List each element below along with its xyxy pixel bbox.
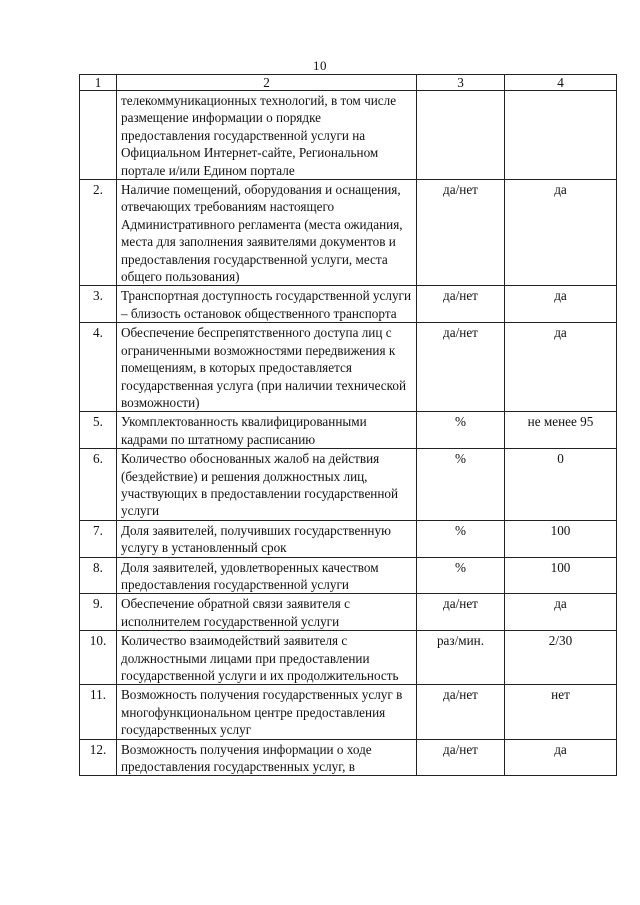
unit-cell: раз/мин. bbox=[417, 631, 505, 685]
normative-value-cell: 0 bbox=[505, 449, 617, 521]
normative-value-cell: нет bbox=[505, 685, 617, 739]
table-row bbox=[80, 91, 617, 180]
normative-value-cell: не менее 95 bbox=[505, 412, 617, 449]
unit-cell: да/нет bbox=[417, 594, 505, 631]
indicator-text-cell: Обеспечение обратной связи заявителя с исполнителем государственной услуги bbox=[117, 594, 417, 631]
normative-value-cell bbox=[505, 91, 617, 180]
row-number-cell: 10. bbox=[80, 631, 117, 685]
indicator-text-cell: Наличие помещений, оборудования и оснащения, отвечающих требованиям настоящего Административного регламента (места ожидания, места для заполнения заявителями документов и предоставления государственной услуги, места общего пользования) bbox=[117, 180, 417, 286]
table-row bbox=[80, 557, 617, 594]
table-row bbox=[80, 739, 617, 776]
indicator-text-cell: Возможность получения информации о ходе предоставления государственных услуг, в bbox=[117, 739, 417, 776]
unit-cell: да/нет bbox=[417, 685, 505, 739]
table-row bbox=[80, 180, 617, 286]
unit-cell: да/нет bbox=[417, 323, 505, 412]
row-number-cell: 5. bbox=[80, 412, 117, 449]
normative-value-cell: 2/30 bbox=[505, 631, 617, 685]
table-row bbox=[80, 685, 617, 739]
column-header-2: 2 bbox=[117, 75, 417, 91]
row-number-cell: 3. bbox=[80, 286, 117, 323]
row-number-cell: 8. bbox=[80, 557, 117, 594]
table-header-row bbox=[80, 75, 617, 91]
table-body bbox=[80, 91, 617, 776]
indicator-text-cell: телекоммуникационных технологий, в том числе размещение информации о порядке предоставления государственной услуги на Официальном Интернет-сайте, Региональном портале и/или Едином портале bbox=[117, 91, 417, 180]
table-row bbox=[80, 594, 617, 631]
indicator-text-cell: Транспортная доступность государственной услуги – близость остановок общественного транспорта bbox=[117, 286, 417, 323]
unit-cell: % bbox=[417, 449, 505, 521]
unit-cell: % bbox=[417, 520, 505, 557]
normative-value-cell: да bbox=[505, 739, 617, 776]
unit-cell: да/нет bbox=[417, 286, 505, 323]
row-number-cell: 6. bbox=[80, 449, 117, 521]
quality-indicators-table bbox=[79, 74, 617, 776]
row-number-cell: 4. bbox=[80, 323, 117, 412]
column-header-1: 1 bbox=[80, 75, 117, 91]
row-number-cell bbox=[80, 91, 117, 180]
table-row bbox=[80, 631, 617, 685]
indicator-text-cell: Количество взаимодействий заявителя с должностными лицами при предоставлении государственной услуги и их продолжительность bbox=[117, 631, 417, 685]
table-row bbox=[80, 520, 617, 557]
table-row bbox=[80, 412, 617, 449]
indicator-text-cell: Доля заявителей, удовлетворенных качеством предоставления государственной услуги bbox=[117, 557, 417, 594]
unit-cell: % bbox=[417, 557, 505, 594]
indicator-text-cell: Количество обоснованных жалоб на действия (бездействие) и решения должностных лиц, участвующих в предоставлении государственной услуги bbox=[117, 449, 417, 521]
unit-cell bbox=[417, 91, 505, 180]
indicator-text-cell: Доля заявителей, получивших государственную услугу в установленный срок bbox=[117, 520, 417, 557]
row-number-cell: 11. bbox=[80, 685, 117, 739]
indicator-text-cell: Укомплектованность квалифицированными кадрами по штатному расписанию bbox=[117, 412, 417, 449]
unit-cell: да/нет bbox=[417, 180, 505, 286]
table-row bbox=[80, 286, 617, 323]
row-number-cell: 7. bbox=[80, 520, 117, 557]
normative-value-cell: да bbox=[505, 594, 617, 631]
column-header-4: 4 bbox=[505, 75, 617, 91]
page-number: 10 bbox=[313, 58, 327, 73]
normative-value-cell: 100 bbox=[505, 520, 617, 557]
row-number-cell: 2. bbox=[80, 180, 117, 286]
row-number-cell: 9. bbox=[80, 594, 117, 631]
column-header-3: 3 bbox=[417, 75, 505, 91]
indicator-text-cell: Возможность получения государственных услуг в многофункциональном центре предоставления государственных услуг bbox=[117, 685, 417, 739]
unit-cell: да/нет bbox=[417, 739, 505, 776]
row-number-cell: 12. bbox=[80, 739, 117, 776]
normative-value-cell: 100 bbox=[505, 557, 617, 594]
table-row bbox=[80, 449, 617, 521]
normative-value-cell: да bbox=[505, 286, 617, 323]
unit-cell: % bbox=[417, 412, 505, 449]
normative-value-cell: да bbox=[505, 180, 617, 286]
table-row bbox=[80, 323, 617, 412]
indicator-text-cell: Обеспечение беспрепятственного доступа лиц с ограниченными возможностями передвижения к помещениям, в которых предоставляется государственная услуга (при наличии технической возможности) bbox=[117, 323, 417, 412]
normative-value-cell: да bbox=[505, 323, 617, 412]
